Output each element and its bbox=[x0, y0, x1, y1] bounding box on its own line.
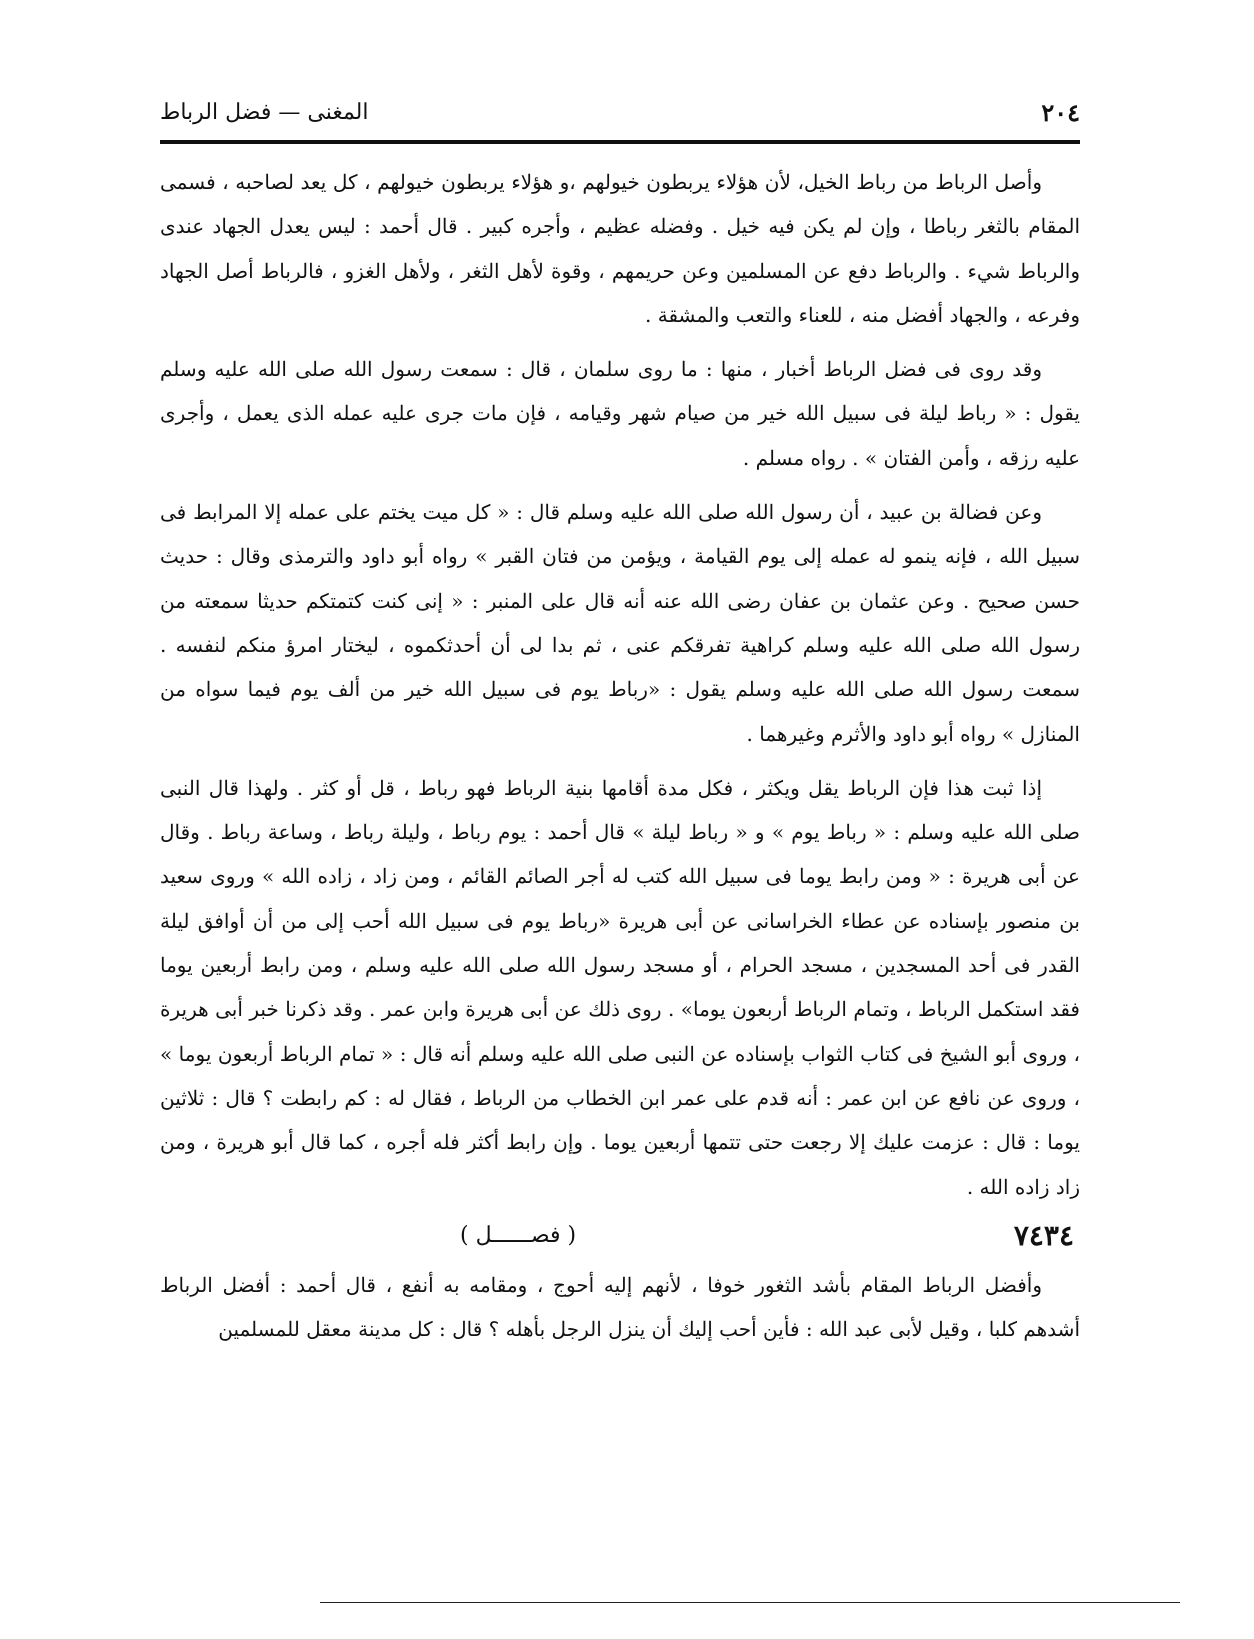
paragraph-1: وأصل الرباط من رباط الخيل، لأن هؤلاء يربطون خيولهم ،و هؤلاء يربطون خيولهم ، كل يعد لصاحبه ، فسمى المقام بالثغر رباطا ، وإن لم يكن فيه خيل . وفضله عظيم ، وأجره كبير . قال أحمد : ليس يعدل الجهاد عندى والرباط شيء . والرباط دفع عن المسلمين وعن حريمهم ، وقوة لأهل الثغر ، ولأهل الغزو ، فالرباط أصل الجهاد وفرعه ، والجهاد أفضل منه ، للعناء والتعب والمشقة . bbox=[160, 170, 1080, 327]
section-number: ٧٤٣٤ bbox=[1013, 1218, 1074, 1252]
page-header bbox=[160, 92, 1080, 132]
paragraph-3: وعن فضالة بن عبيد ، أن رسول الله صلى الله عليه وسلم قال : « كل ميت يختم على عمله إلا المرابط فى سبيل الله ، فإنه ينمو له عمله إلى يوم القيامة ، ويؤمن من فتان القبر » رواه أبو داود والترمذى وقال : حديث حسن صحيح . وعن عثمان بن عفان رضى الله عنه أنه قال على المنبر : « إنى كنت كتمتكم حديثا سمعته من رسول الله صلى الله عليه وسلم كراهية تفرقكم عنى ، ثم بدا لى أن أحدثكموه ، ليختار امرؤ منكم لنفسه . سمعت رسول الله صلى الله عليه وسلم يقول : «رباط يوم فى سبيل الله خير من ألف يوم فيما سواه من المنازل » رواه أبو داود والأثرم وغيرهما . bbox=[160, 500, 1080, 746]
footer-divider bbox=[320, 1602, 1180, 1603]
section-title: ( فصــــــل ) bbox=[460, 1222, 577, 1248]
section-heading bbox=[160, 1213, 1080, 1259]
running-title: المغنى — فضل الرباط bbox=[160, 99, 369, 125]
paragraph-final: وأفضل الرباط المقام بأشد الثغور خوفا ، لأنهم إليه أحوج ، ومقامه به أنفع ، قال أحمد : أفضل الرباط أشدهم كلبا ، وقيل لأبى عبد الله : فأين أحب إليك أن ينزل الرجل بأهله ؟ قال : كل مدينة معقل للمسلمين bbox=[160, 1272, 1080, 1342]
paragraph-4: إذا ثبت هذا فإن الرباط يقل ويكثر ، فكل مدة أقامها بنية الرباط فهو رباط ، قل أو كثر . ولهذا قال النبى صلى الله عليه وسلم : « رباط يوم » و « رباط ليلة » قال أحمد : يوم رباط ، وليلة رباط ، وساعة رباط . وقال عن أبى هريرة : « ومن رابط يوما فى سبيل الله كتب له أجر الصائم القائم ، ومن زاد ، زاده الله » وروى سعيد بن منصور بإسناده عن عطاء الخراسانى عن أبى هريرة «رباط يوم فى سبيل الله أحب إلى من أن أوافق ليلة القدر فى أحد المسجدين ، مسجد الحرام ، أو مسجد رسول الله صلى الله عليه وسلم ، ومن رابط أربعين يوما فقد استكمل الرباط ، وتمام الرباط أربعون يوما» . روى ذلك عن أبى هريرة وابن عمر . وقد ذكرنا خبر أبى هريرة ، وروى أبو الشيخ فى كتاب الثواب بإسناده عن النبى صلى الله عليه وسلم أنه قال : « تمام الرباط أربعون يوما » ، وروى عن نافع عن ابن عمر : أنه قدم على عمر ابن الخطاب من الرباط ، فقال له : كم رابطت ؟ قال : ثلاثين يوما : قال : عزمت عليك إلا رجعت حتى تتمها أربعين يوما . وإن رابط أكثر فله أجره ، كما قال أبو هريرة ، ومن زاد زاده الله . bbox=[160, 775, 1080, 1199]
body-text bbox=[160, 160, 1080, 1351]
paragraph-2: وقد روى فى فضل الرباط أخبار ، منها : ما روى سلمان ، قال : سمعت رسول الله صلى الله عليه وسلم يقول : « رباط ليلة فى سبيل الله خير من صيام شهر وقيامه ، فإن مات جرى عليه عمله الذى يعمل ، وأجرى عليه رزقه ، وأمن الفتان » . رواه مسلم . bbox=[160, 357, 1080, 470]
header-divider bbox=[160, 140, 1080, 144]
page-number: ٢٠٤ bbox=[1041, 97, 1080, 127]
